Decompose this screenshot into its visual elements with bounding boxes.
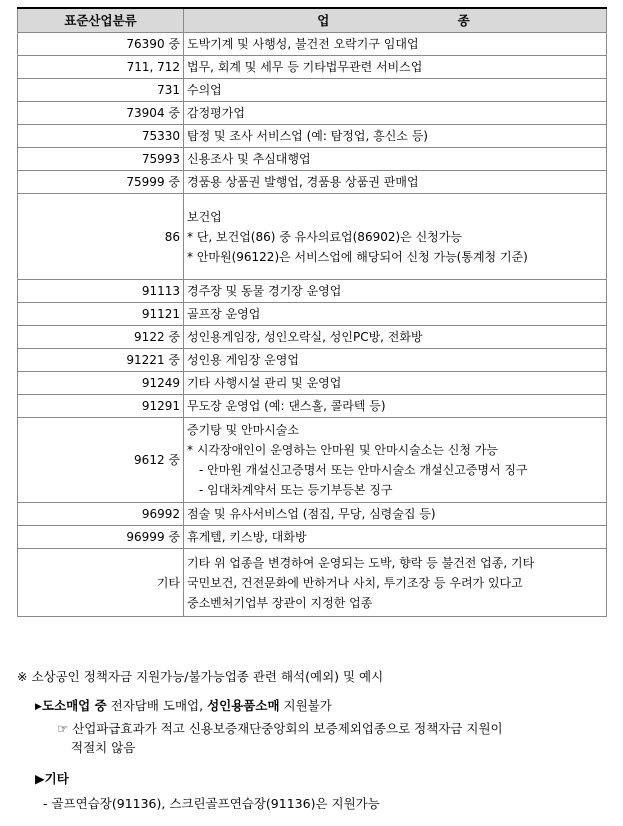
industry-description xyxy=(184,280,607,303)
description-line: 경주장 및 동물 경기장 운영업 xyxy=(187,284,342,298)
hand-note xyxy=(17,719,617,757)
table-row xyxy=(18,372,607,395)
industry-description xyxy=(184,148,607,171)
table-row xyxy=(18,349,607,372)
header-code: 표준산업분류 xyxy=(18,8,184,33)
table-row xyxy=(18,303,607,326)
industry-code: 91121 xyxy=(18,303,184,326)
table-row xyxy=(18,194,607,280)
etc-item: - 골프연습장(91136), 스크린골프연습장(91136)은 지원가능 xyxy=(43,796,380,811)
arrow-icon: ▶ xyxy=(35,702,42,712)
industry-code: 96992 xyxy=(18,503,184,526)
pointing-hand-icon: ☞ xyxy=(57,721,69,736)
description-line: * 시각장애인이 운영하는 안마원 및 안마시술소는 신청 가능 xyxy=(187,443,498,457)
industry-description xyxy=(184,33,607,56)
table-row xyxy=(18,171,607,194)
industry-description xyxy=(184,102,607,125)
industry-code: 75999 중 xyxy=(18,171,184,194)
industry-description xyxy=(184,303,607,326)
industry-code: 711, 712 xyxy=(18,56,184,79)
wholesale-heading xyxy=(17,696,617,717)
industry-description xyxy=(184,349,607,372)
industry-description xyxy=(184,395,607,418)
industry-code: 75330 xyxy=(18,125,184,148)
industry-description xyxy=(184,418,607,503)
industry-code: 86 xyxy=(18,194,184,280)
table-row xyxy=(18,526,607,549)
industry-code: 기타 xyxy=(18,549,184,617)
industry-description xyxy=(184,194,607,280)
table-row xyxy=(18,418,607,503)
table-row xyxy=(18,79,607,102)
industry-description xyxy=(184,549,607,617)
description-line: 신용조사 및 추심대행업 xyxy=(187,152,311,166)
wholesale-bold-2: 성인용품소매 xyxy=(207,698,280,713)
industry-description xyxy=(184,372,607,395)
wholesale-text-2: 지원불가 xyxy=(279,698,332,713)
description-line: 국민보건, 건전문화에 반하거나 사치, 투기조장 등 우려가 있다고 xyxy=(187,575,523,590)
notes-title: ※ 소상공인 정책자금 지원가능/불가능업종 관련 해석(예외) 및 예시 xyxy=(17,669,384,684)
table-row xyxy=(18,280,607,303)
table-row xyxy=(18,395,607,418)
description-line: 골프장 운영업 xyxy=(187,307,261,321)
description-line: 경품용 상품권 발행업, 경품용 상품권 판매업 xyxy=(187,175,419,189)
description-line: 점술 및 유사서비스업 (점집, 무당, 심령술집 등) xyxy=(187,507,436,521)
description-line: * 안마원(96122)은 서비스업에 해당되어 신청 가능(통계청 기준) xyxy=(187,249,528,264)
description-line: 휴게텔, 키스방, 대화방 xyxy=(187,530,307,544)
description-line: 무도장 운영업 (예: 댄스홀, 콜라텍 등) xyxy=(187,399,386,413)
description-line: 보건업 xyxy=(187,209,222,224)
table-row xyxy=(18,148,607,171)
industry-description xyxy=(184,125,607,148)
description-line: * 단, 보건업(86) 중 유사의료업(86902)은 신청가능 xyxy=(187,229,462,244)
table-row xyxy=(18,326,607,349)
table-row xyxy=(18,33,607,56)
industry-code: 96999 중 xyxy=(18,526,184,549)
table-row xyxy=(18,549,607,617)
industry-description xyxy=(184,56,607,79)
industry-code: 91221 중 xyxy=(18,349,184,372)
description-line: 감정평가업 xyxy=(187,106,245,120)
description-line: 기타 사행시설 관리 및 운영업 xyxy=(187,376,342,390)
industry-code: 76390 중 xyxy=(18,33,184,56)
description-line: - 임대차계약서 또는 등기부등본 징구 xyxy=(199,483,393,497)
industry-description xyxy=(184,503,607,526)
description-line: 수의업 xyxy=(187,83,222,97)
description-line: 성인용게임장, 성인오락실, 성인PC방, 전화방 xyxy=(187,330,423,344)
wholesale-text-1: 전자담배 도매업, xyxy=(106,698,208,713)
industry-code: 9122 중 xyxy=(18,326,184,349)
notes-section xyxy=(17,667,617,813)
description-line: - 안마원 개설신고증명서 또는 안마시술소 개설신고증명서 징구 xyxy=(199,463,528,477)
industry-code: 731 xyxy=(18,79,184,102)
industry-description xyxy=(184,326,607,349)
description-line: 성인용 게임장 운영업 xyxy=(187,353,299,367)
wholesale-bold-1: 도소매업 중 xyxy=(41,698,107,713)
industry-table xyxy=(17,7,607,617)
industry-code: 9612 중 xyxy=(18,418,184,503)
industry-description xyxy=(184,526,607,549)
industry-description xyxy=(184,171,607,194)
description-line: 도박기계 및 사행성, 불건전 오락기구 임대업 xyxy=(187,37,419,51)
header-name: 업 종 xyxy=(184,8,607,33)
description-line: 기타 위 업종을 변경하여 운영되는 도박, 향락 등 불건전 업종, 기타 xyxy=(187,555,535,570)
etc-heading: ▶기타 xyxy=(35,771,69,786)
description-line: 법무, 회계 및 세무 등 기타법무관련 서비스업 xyxy=(187,60,423,74)
industry-code: 91113 xyxy=(18,280,184,303)
description-line: 증기탕 및 안마시술소 xyxy=(187,423,299,437)
industry-code: 91291 xyxy=(18,395,184,418)
table-row xyxy=(18,102,607,125)
industry-description xyxy=(184,79,607,102)
hand-note-line-1: 산업파급효과가 적고 신용보증재단중앙회의 보증제외업종으로 정책자금 지원이 xyxy=(72,721,503,736)
industry-code: 73904 중 xyxy=(18,102,184,125)
table-row xyxy=(18,503,607,526)
description-line: 중소벤처기업부 장관이 지정한 업종 xyxy=(187,595,373,610)
description-line: 탐정 및 조사 서비스업 (예: 탐정업, 흥신소 등) xyxy=(187,129,428,143)
industry-code: 75993 xyxy=(18,148,184,171)
hand-note-line-2: 적절치 않음 xyxy=(71,740,136,755)
table-row xyxy=(18,56,607,79)
industry-code: 91249 xyxy=(18,372,184,395)
table-row xyxy=(18,125,607,148)
